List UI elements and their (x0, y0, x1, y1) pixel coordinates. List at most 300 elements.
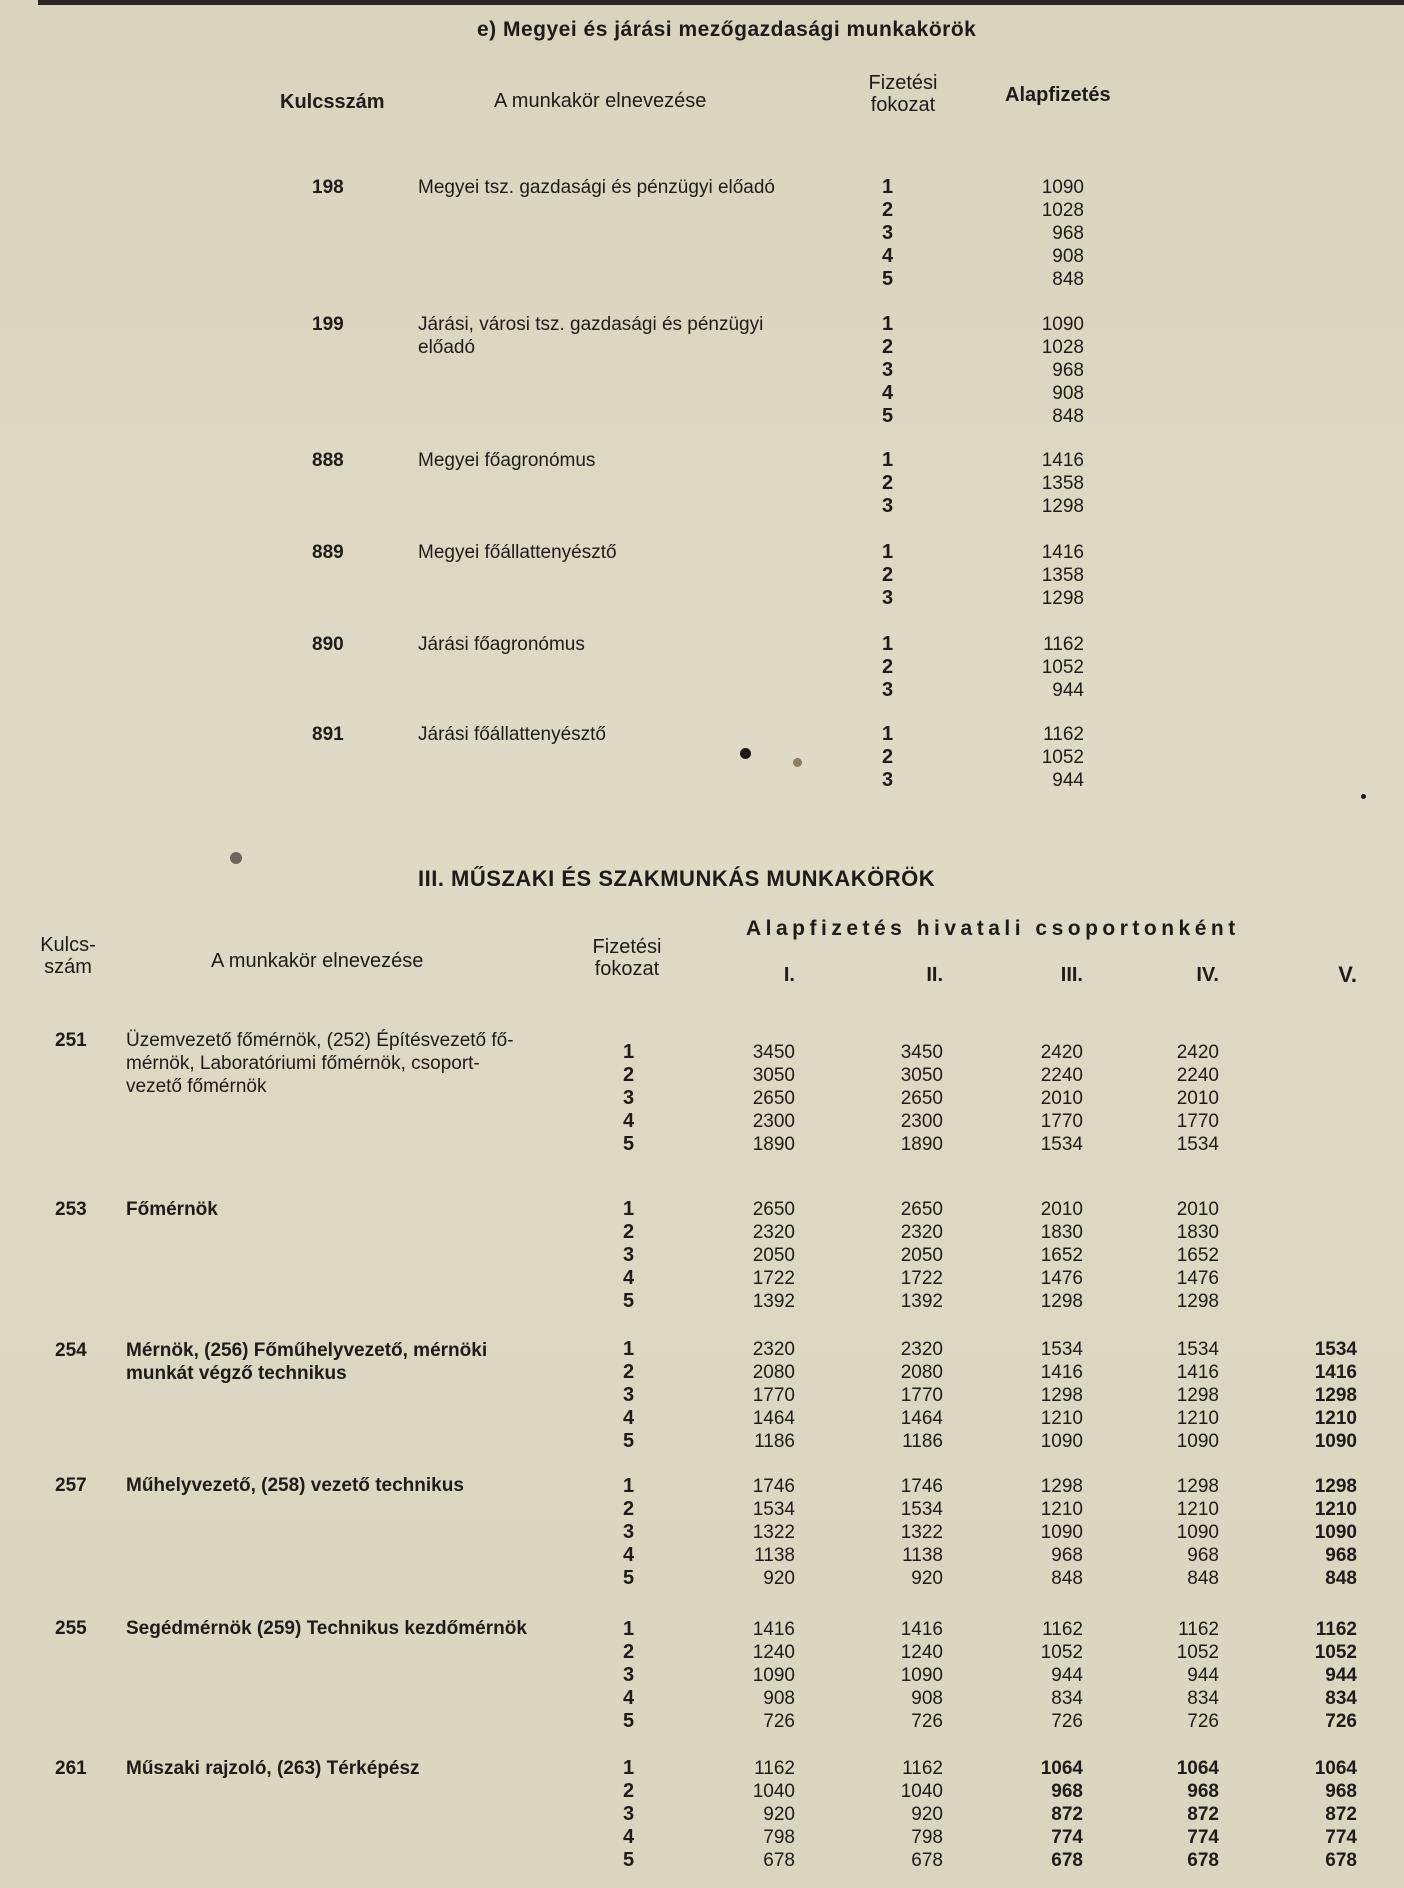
salary: 1746 (900, 1476, 943, 1497)
group-5-salaries (1297, 1338, 1357, 1453)
salary: 1028 (1041, 200, 1084, 221)
group-2-salaries (883, 1475, 943, 1590)
row-code: 888 (312, 450, 344, 471)
group-3-salaries (1023, 1475, 1083, 1590)
salary: 1770 (752, 1385, 795, 1406)
ink-speck (740, 748, 751, 759)
row-name (126, 1757, 420, 1780)
salary: 726 (1187, 1711, 1219, 1732)
salary: 1028 (1041, 337, 1084, 358)
salary: 1534 (1176, 1339, 1219, 1360)
salary: 1770 (900, 1385, 943, 1406)
row-name (126, 1617, 527, 1640)
grade: 4 (882, 382, 894, 404)
salary: 1162 (1043, 634, 1084, 655)
row-name (126, 1474, 464, 1497)
salary: 1416 (900, 1619, 943, 1640)
salary: 1210 (1040, 1408, 1083, 1429)
salary: 1722 (900, 1268, 943, 1289)
grade: 2 (623, 1641, 635, 1663)
salary: 1064 (1314, 1758, 1357, 1779)
group-2-salaries (883, 1338, 943, 1453)
grade: 2 (882, 564, 894, 586)
salary: 1162 (1043, 724, 1084, 745)
row-salaries (1030, 633, 1084, 702)
grade: 2 (623, 1361, 635, 1383)
name-line: Járási főállattenyésztő (418, 724, 606, 745)
salary: 2300 (752, 1111, 795, 1132)
row-name (418, 723, 606, 746)
salary: 1052 (1176, 1642, 1219, 1663)
salary: 1298 (1041, 496, 1084, 517)
grade: 2 (882, 336, 894, 358)
header-groups-title: Alapfizetés hivatali csoportonként (746, 917, 1240, 940)
row-code: 199 (312, 314, 344, 335)
salary: 1090 (1040, 1522, 1083, 1543)
salary: 1534 (1176, 1134, 1219, 1155)
salary: 834 (1325, 1688, 1357, 1709)
row-salaries (1030, 313, 1084, 428)
name-line: Járási, városi tsz. gazdasági és pénzügyi (418, 314, 764, 335)
salary: 2320 (900, 1222, 943, 1243)
grade: 3 (882, 587, 894, 609)
salary: 1090 (1314, 1522, 1357, 1543)
salary: 1464 (752, 1408, 795, 1429)
name-line: Megyei főállattenyésztő (418, 542, 617, 563)
salary: 1416 (1041, 542, 1084, 563)
salary: 1534 (752, 1499, 795, 1520)
group-3-salaries (1023, 1338, 1083, 1453)
row-name (418, 176, 775, 199)
grade: 1 (623, 1041, 635, 1063)
salary: 908 (1052, 246, 1084, 267)
row-salaries (1030, 176, 1084, 291)
salary: 1322 (752, 1522, 795, 1543)
salary: 1298 (1314, 1385, 1357, 1406)
grade: 3 (882, 222, 894, 244)
salary: 2420 (1176, 1042, 1219, 1063)
salary: 2300 (900, 1111, 943, 1132)
salary: 920 (911, 1804, 943, 1825)
header-name: A munkakör elnevezése (494, 90, 707, 112)
row-grades (882, 633, 893, 702)
grade: 2 (623, 1221, 635, 1243)
group-4-salaries (1159, 1757, 1219, 1872)
salary: 1298 (1040, 1476, 1083, 1497)
name-line: Műhelyvezető, (258) vezető technikus (126, 1475, 464, 1496)
salary: 1064 (1040, 1758, 1083, 1779)
salary: 1298 (1176, 1291, 1219, 1312)
name-line: Megyei tsz. gazdasági és pénzügyi előadó (418, 177, 776, 198)
row-code: 254 (55, 1340, 87, 1361)
salary: 2650 (900, 1199, 943, 1220)
salary: 920 (763, 1568, 795, 1589)
salary: 726 (1051, 1711, 1083, 1732)
group-2-salaries (883, 1618, 943, 1733)
row-grades (882, 541, 893, 610)
group-3-salaries (1023, 1757, 1083, 1872)
salary: 774 (1051, 1827, 1083, 1848)
row-code: 255 (55, 1618, 87, 1639)
salary: 2240 (1176, 1065, 1219, 1086)
row-code: 261 (55, 1758, 87, 1779)
row-grades (882, 176, 893, 291)
grade: 3 (623, 1384, 635, 1406)
salary: 2050 (900, 1245, 943, 1266)
row-code: 253 (55, 1199, 87, 1220)
header-salary: Alapfizetés (1005, 84, 1111, 106)
salary: 1392 (900, 1291, 943, 1312)
section-e-title: e) Megyei és járási mezőgazdasági munkakörök (477, 18, 977, 41)
row-grades (623, 1338, 634, 1453)
name-line: Segédmérnök (259) Technikus kezdőmérnök (126, 1618, 527, 1639)
salary: 1358 (1041, 565, 1084, 586)
salary: 1476 (1176, 1268, 1219, 1289)
section-iii-title: III. MŰSZAKI ÉS SZAKMUNKÁS MUNKAKÖRÖK (418, 866, 936, 891)
salary: 1052 (1041, 657, 1084, 678)
group-header: II. (926, 964, 943, 986)
header-name: A munkakör elnevezése (211, 950, 424, 972)
grade: 3 (882, 495, 894, 517)
salary: 3050 (900, 1065, 943, 1086)
salary: 1416 (1176, 1362, 1219, 1383)
salary: 944 (1051, 1665, 1083, 1686)
grade: 4 (623, 1110, 635, 1132)
salary: 1322 (900, 1522, 943, 1543)
name-line: Járási főagronómus (418, 634, 585, 655)
salary: 1240 (900, 1642, 943, 1663)
salary: 1090 (1314, 1431, 1357, 1452)
salary: 1090 (752, 1665, 795, 1686)
salary: 1416 (1040, 1362, 1083, 1383)
salary: 1162 (902, 1758, 943, 1779)
grade: 3 (623, 1087, 635, 1109)
salary: 678 (1187, 1850, 1219, 1871)
salary: 798 (763, 1827, 795, 1848)
group-3-salaries (1023, 1618, 1083, 1733)
group-5-salaries (1297, 1618, 1357, 1733)
salary: 968 (1051, 1781, 1083, 1802)
salary: 968 (1325, 1545, 1357, 1566)
row-grades (623, 1041, 634, 1156)
salary: 1770 (1040, 1111, 1083, 1132)
salary: 1746 (752, 1476, 795, 1497)
salary: 678 (1051, 1850, 1083, 1871)
grade: 4 (623, 1267, 635, 1289)
grade: 5 (623, 1849, 635, 1871)
row-name (418, 449, 595, 472)
row-code: 251 (55, 1030, 87, 1051)
ink-speck (793, 758, 802, 767)
grade: 5 (882, 268, 894, 290)
salary: 1052 (1314, 1642, 1357, 1663)
grade: 1 (882, 541, 894, 563)
name-line: Mérnök, (256) Főműhelyvezető, mérnöki (126, 1340, 488, 1361)
salary: 968 (1187, 1545, 1219, 1566)
row-code: 257 (55, 1475, 87, 1496)
grade: 4 (882, 245, 894, 267)
salary: 1652 (1040, 1245, 1083, 1266)
salary: 1162 (1315, 1619, 1357, 1640)
group-1-salaries (735, 1338, 795, 1453)
salary: 1534 (1040, 1134, 1083, 1155)
salary: 1090 (1040, 1431, 1083, 1452)
grade: 2 (623, 1064, 635, 1086)
salary: 1186 (902, 1431, 943, 1452)
grade: 2 (882, 472, 894, 494)
salary: 3450 (900, 1042, 943, 1063)
salary: 1090 (1041, 314, 1084, 335)
salary: 2240 (1040, 1065, 1083, 1086)
group-5-salaries (1297, 1757, 1357, 1872)
group-4-salaries (1159, 1475, 1219, 1590)
grade: 1 (882, 723, 894, 745)
salary: 848 (1187, 1568, 1219, 1589)
name-line: Üzemvezető főmérnök, (252) Építésvezető fő- (126, 1030, 514, 1051)
salary: 1240 (752, 1642, 795, 1663)
grade: 5 (882, 405, 894, 427)
name-line: Főmérnök (126, 1199, 218, 1220)
salary: 1298 (1041, 588, 1084, 609)
row-grades (623, 1198, 634, 1313)
group-4-salaries (1159, 1041, 1219, 1156)
salary: 1052 (1040, 1642, 1083, 1663)
salary: 2320 (752, 1222, 795, 1243)
row-name (418, 313, 763, 359)
group-1-salaries (735, 1041, 795, 1156)
group-2-salaries (883, 1198, 943, 1313)
salary: 848 (1051, 1568, 1083, 1589)
salary: 1210 (1314, 1408, 1357, 1429)
salary: 1090 (900, 1665, 943, 1686)
salary: 1652 (1176, 1245, 1219, 1266)
grade: 1 (882, 313, 894, 335)
group-4-salaries (1159, 1338, 1219, 1453)
group-2-salaries (883, 1041, 943, 1156)
row-salaries (1030, 541, 1084, 610)
group-1-salaries (735, 1475, 795, 1590)
salary: 968 (1052, 223, 1084, 244)
salary: 1830 (1176, 1222, 1219, 1243)
grade: 4 (623, 1544, 635, 1566)
row-name (126, 1198, 218, 1221)
grade: 5 (623, 1133, 635, 1155)
grade: 1 (623, 1757, 635, 1779)
grade: 1 (882, 449, 894, 471)
salary: 944 (1052, 680, 1084, 701)
salary: 1210 (1314, 1499, 1357, 1520)
name-line: munkát végző technikus (126, 1363, 347, 1384)
ink-speck (1361, 794, 1366, 799)
grade: 1 (623, 1338, 635, 1360)
grade: 1 (623, 1475, 635, 1497)
salary: 968 (1187, 1781, 1219, 1802)
salary: 968 (1325, 1781, 1357, 1802)
group-header: IV. (1196, 964, 1219, 986)
salary: 834 (1187, 1688, 1219, 1709)
header-code: Kulcs- szám (40, 934, 96, 978)
grade: 1 (623, 1198, 635, 1220)
salary: 920 (763, 1804, 795, 1825)
salary: 798 (911, 1827, 943, 1848)
salary: 3050 (752, 1065, 795, 1086)
header-grade: Fizetési fokozat (868, 72, 938, 116)
row-code: 889 (312, 542, 344, 563)
salary: 1890 (752, 1134, 795, 1155)
salary: 1416 (1314, 1362, 1357, 1383)
row-name (418, 633, 585, 656)
salary: 1138 (754, 1545, 795, 1566)
grade: 1 (882, 176, 894, 198)
salary: 848 (1325, 1568, 1357, 1589)
group-4-salaries (1159, 1198, 1219, 1313)
salary: 944 (1325, 1665, 1357, 1686)
salary: 848 (1052, 269, 1084, 290)
salary: 2010 (1040, 1088, 1083, 1109)
salary: 1722 (752, 1268, 795, 1289)
salary: 1298 (1176, 1476, 1219, 1497)
salary: 774 (1187, 1827, 1219, 1848)
salary: 2080 (900, 1362, 943, 1383)
row-grades (623, 1618, 634, 1733)
grade: 3 (882, 359, 894, 381)
grade: 2 (882, 199, 894, 221)
salary: 1416 (752, 1619, 795, 1640)
grade: 4 (623, 1407, 635, 1429)
grade: 3 (623, 1521, 635, 1543)
grade: 2 (882, 746, 894, 768)
salary: 2050 (752, 1245, 795, 1266)
group-header: V. (1338, 962, 1357, 987)
salary: 1162 (1178, 1619, 1219, 1640)
salary: 1210 (1176, 1408, 1219, 1429)
group-3-salaries (1023, 1198, 1083, 1313)
salary: 944 (1052, 770, 1084, 791)
salary: 908 (1052, 383, 1084, 404)
salary: 678 (911, 1850, 943, 1871)
group-header: I. (783, 964, 795, 986)
salary: 1298 (1040, 1385, 1083, 1406)
grade: 4 (623, 1687, 635, 1709)
salary: 774 (1325, 1827, 1357, 1848)
salary: 2650 (752, 1199, 795, 1220)
salary: 1534 (1314, 1339, 1357, 1360)
header-grade: Fizetési fokozat (592, 936, 662, 980)
salary: 1830 (1040, 1222, 1083, 1243)
grade: 1 (623, 1618, 635, 1640)
grade: 1 (882, 633, 894, 655)
salary: 1770 (1176, 1111, 1219, 1132)
salary: 1890 (900, 1134, 943, 1155)
salary: 1090 (1176, 1431, 1219, 1452)
salary: 1090 (1176, 1522, 1219, 1543)
group-5-salaries (1297, 1475, 1357, 1590)
salary: 1064 (1176, 1758, 1219, 1779)
salary: 908 (911, 1688, 943, 1709)
row-code: 890 (312, 634, 344, 655)
row-code: 198 (312, 177, 344, 198)
salary: 2320 (900, 1339, 943, 1360)
grade: 5 (623, 1430, 635, 1452)
grade: 3 (623, 1664, 635, 1686)
name-line: előadó (418, 337, 476, 358)
salary: 1534 (1040, 1339, 1083, 1360)
salary: 1162 (1042, 1619, 1083, 1640)
salary: 1210 (1040, 1499, 1083, 1520)
salary: 1298 (1176, 1385, 1219, 1406)
group-3-salaries (1023, 1041, 1083, 1156)
grade: 3 (882, 679, 894, 701)
row-grades (882, 313, 893, 428)
salary: 2010 (1040, 1199, 1083, 1220)
salary: 2010 (1176, 1088, 1219, 1109)
grade: 2 (623, 1780, 635, 1802)
row-name (126, 1029, 514, 1098)
salary: 2320 (752, 1339, 795, 1360)
row-grades (623, 1757, 634, 1872)
name-line: Műszaki rajzoló, (263) Térképész (126, 1758, 420, 1779)
group-1-salaries (735, 1618, 795, 1733)
salary: 1358 (1041, 473, 1084, 494)
salary: 726 (911, 1711, 943, 1732)
salary: 1138 (902, 1545, 943, 1566)
row-name (418, 541, 617, 564)
salary: 1298 (1314, 1476, 1357, 1497)
salary: 1210 (1176, 1499, 1219, 1520)
row-salaries (1030, 449, 1084, 518)
salary: 1040 (900, 1781, 943, 1802)
name-line: vezető főmérnök (126, 1076, 267, 1097)
salary: 1416 (1041, 450, 1084, 471)
group-header: III. (1060, 964, 1083, 986)
salary: 678 (763, 1850, 795, 1871)
salary: 726 (763, 1711, 795, 1732)
row-grades (623, 1475, 634, 1590)
salary: 1298 (1040, 1291, 1083, 1312)
salary: 908 (763, 1688, 795, 1709)
salary: 968 (1052, 360, 1084, 381)
grade: 5 (623, 1290, 635, 1312)
grade: 4 (623, 1826, 635, 1848)
salary: 726 (1325, 1711, 1357, 1732)
salary: 1162 (754, 1758, 795, 1779)
salary: 2010 (1176, 1199, 1219, 1220)
salary: 1464 (900, 1408, 943, 1429)
grade: 3 (623, 1244, 635, 1266)
name-line: Megyei főagronómus (418, 450, 596, 471)
salary: 834 (1051, 1688, 1083, 1709)
group-1-salaries (735, 1198, 795, 1313)
salary: 920 (911, 1568, 943, 1589)
row-salaries (1030, 723, 1084, 792)
salary: 2650 (900, 1088, 943, 1109)
row-grades (882, 449, 893, 518)
group-4-salaries (1159, 1618, 1219, 1733)
grade: 2 (882, 656, 894, 678)
salary: 1090 (1041, 177, 1084, 198)
salary: 872 (1051, 1804, 1083, 1825)
header-code: Kulcsszám (280, 91, 385, 113)
row-grades (882, 723, 893, 792)
salary: 944 (1187, 1665, 1219, 1686)
top-border (38, 0, 1404, 5)
row-name (126, 1339, 487, 1385)
salary: 872 (1187, 1804, 1219, 1825)
group-2-salaries (883, 1757, 943, 1872)
ink-speck (230, 852, 242, 864)
salary: 1534 (900, 1499, 943, 1520)
group-1-salaries (735, 1757, 795, 1872)
